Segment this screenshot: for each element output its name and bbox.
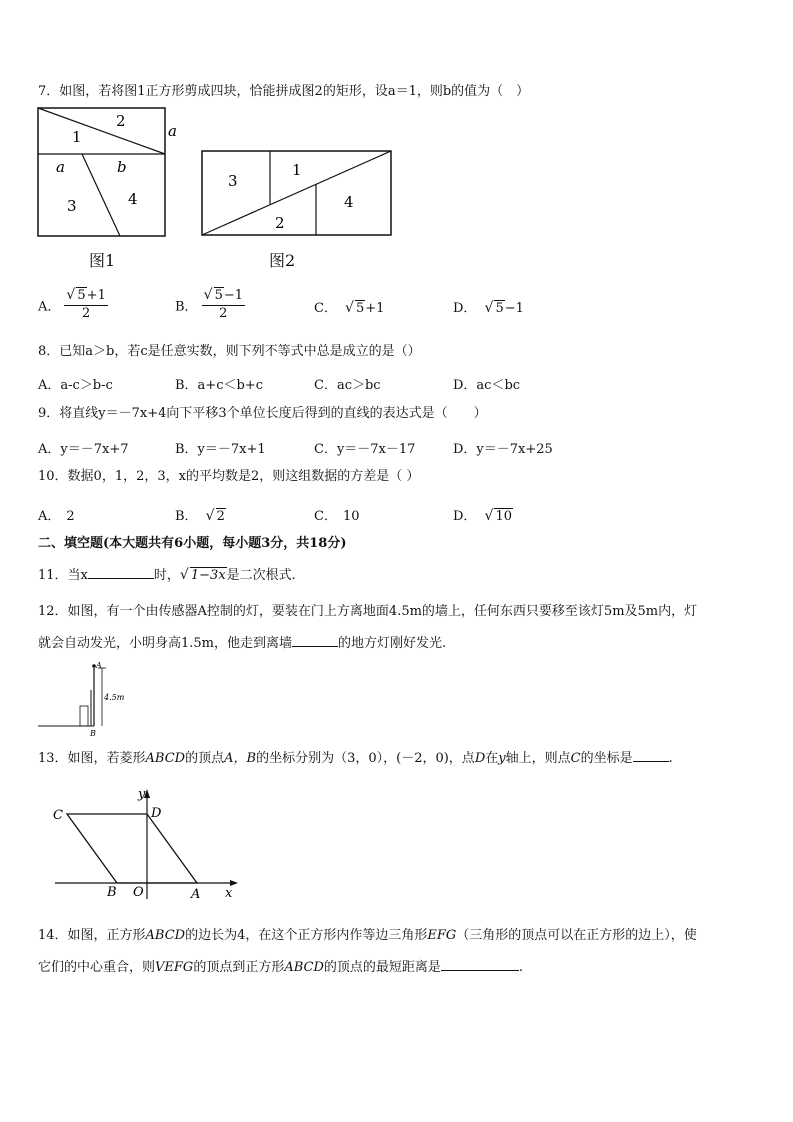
q7-text: 7．如图，若将图1正方形剪成四块，恰能拼成图2的矩形，设a＝1，则b的值为（ ） (38, 84, 530, 99)
q10-option-b: B．√ 2 (175, 505, 226, 524)
q7-figure-2 (196, 146, 396, 240)
q13-label-o: O (133, 885, 144, 900)
q10-option-d: D．√ 10 (453, 505, 513, 524)
q13-label-y: y (138, 787, 146, 802)
q10-option-a: A． 2 (38, 509, 75, 524)
fig2-label-1: 1 (292, 161, 302, 179)
q12-line-2: 就会自动发光，小明身高1.5m，他走到离墙 的地方灯刚好发光. (38, 636, 447, 651)
q7-figure-1 (30, 104, 190, 244)
q8-option-c: C．ac＞bc (314, 378, 381, 393)
q7-option-a: A． √ $\frac{5+1}{2}$ (38, 288, 108, 322)
q12-figure (36, 660, 126, 738)
fig1-label-4: 4 (128, 190, 138, 208)
q9-option-b: B．y＝－7x+1 (175, 442, 266, 457)
q9-option-d: D．y＝－7x+25 (453, 442, 553, 457)
q12-door (80, 706, 88, 726)
q13-text: 13．如图，若菱形ABCD的顶点A，B的坐标分别为（3，0），(－2，0)，点D在y轴上，则点C的坐标是 . (38, 751, 673, 766)
q12-label-a: A (96, 661, 102, 670)
fig1-label-b: b (117, 158, 127, 176)
q13-rhombus (67, 814, 197, 883)
q11-answer-blank[interactable] (88, 566, 154, 579)
fig2-label-3: 3 (228, 172, 238, 190)
fig2-label-4: 4 (344, 193, 354, 211)
q12-label-height: 4.5m (104, 693, 125, 702)
q9-option-a: A．y＝－7x+7 (38, 442, 129, 457)
fig1-label-3: 3 (67, 197, 77, 215)
fig1-cut (82, 154, 120, 236)
q13-label-x: x (225, 886, 233, 901)
q14-answer-blank[interactable] (441, 958, 519, 971)
q7-option-b: B． √ $\frac{5-1}{2}$ (175, 288, 245, 322)
q10-option-c: C． 10 (314, 509, 360, 524)
q7-fig1-caption: 图1 (89, 251, 116, 270)
fig1-diagonal (38, 108, 165, 154)
q13-answer-blank[interactable] (633, 749, 669, 762)
q10-text: 10．数据0，1，2，3，x的平均数是2，则这组数据的方差是（ ） (38, 469, 420, 484)
q8-option-b: B．a+c＜b+c (175, 378, 263, 393)
q14-line-1: 14．如图，正方形ABCD的边长为4，在这个正方形内作等边三角形EFG（三角形的顶点可以在正方形的边上），使 (38, 928, 697, 943)
q8-option-a: A．a-c＞b-c (38, 378, 113, 393)
q13-label-a: A (191, 887, 201, 902)
q14-line-2: 它们的中心重合，则VEFG的顶点到正方形ABCD的顶点的最短距离是 . (38, 960, 524, 975)
q7-fig2-caption: 图2 (269, 251, 296, 270)
q12-answer-blank[interactable] (292, 634, 338, 647)
q13-label-b: B (107, 885, 117, 900)
fig1-label-a-side: a (168, 122, 177, 140)
q8-option-d: D．ac＜bc (453, 378, 521, 393)
q9-text: 9．将直线y＝－7x+4向下平移3个单位长度后得到的直线的表达式是（ ） (38, 406, 487, 421)
fig2-label-2: 2 (275, 214, 285, 232)
q8-text: 8．已知a＞b，若c是任意实数，则下列不等式中总是成立的是（） (38, 344, 421, 359)
q7-option-c: C．√ 5+1 (314, 297, 384, 316)
fig1-label-1: 1 (72, 128, 82, 146)
q7-option-d: D．√ 5−1 (453, 297, 524, 316)
q13-label-d: D (151, 806, 162, 821)
q12-line-1: 12．如图，有一个由传感器A控制的灯，要装在门上方离地面4.5m的墙上，任何东西只要移至该灯5m及5m内，灯 (38, 604, 698, 619)
q13-label-c: C (53, 808, 63, 823)
q9-option-c: C．y＝－7x－17 (314, 442, 416, 457)
q13-figure (50, 784, 250, 902)
fig1-label-2: 2 (116, 112, 126, 130)
fig1-label-a: a (56, 158, 65, 176)
q12-label-b: B (90, 729, 96, 738)
section-2-title: 二、填空题(本大题共有6小题，每小题3分，共18分) (38, 536, 347, 551)
q11-text: 11．当x 时，√ 1−3x是二次根式. (38, 566, 296, 585)
